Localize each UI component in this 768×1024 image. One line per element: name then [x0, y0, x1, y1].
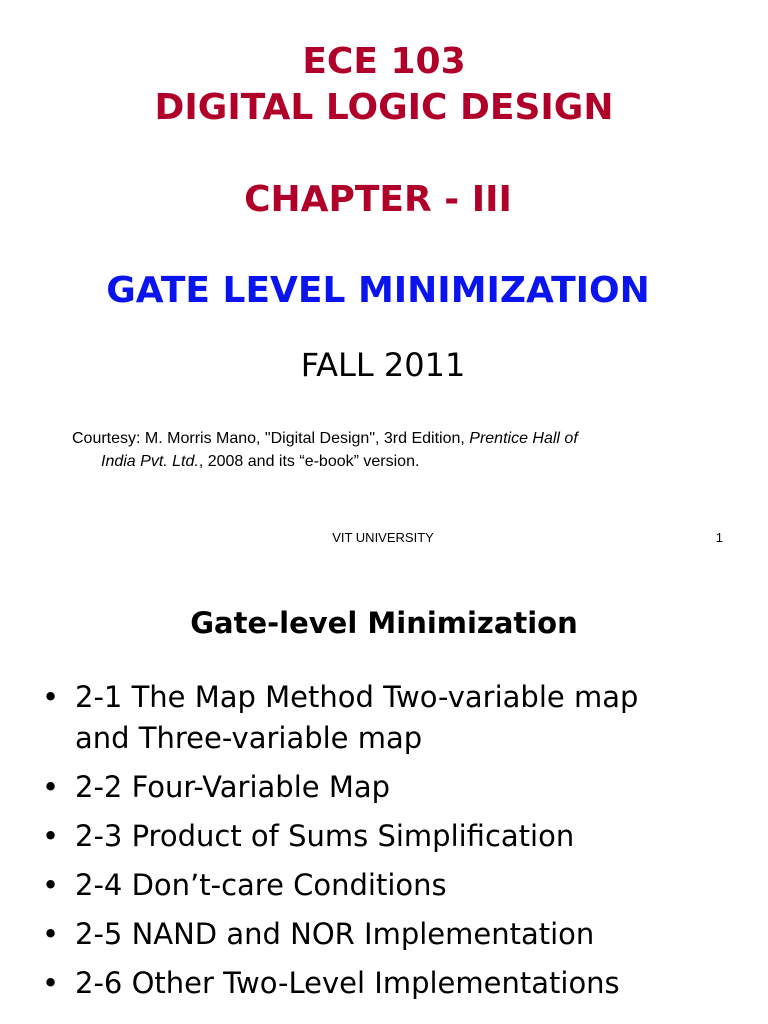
footer-institution: VIT UNIVERSITY [332, 530, 434, 545]
courtesy-publisher-line-1: Prentice Hall of [469, 430, 578, 447]
content-slide [0, 576, 768, 1024]
bullet-icon: • [42, 680, 60, 714]
chapter-title: CHAPTER - III [244, 179, 512, 220]
list-item-text: 2-3 Product of Sums Simplification [75, 819, 575, 853]
bullet-icon: • [42, 917, 60, 951]
list-item-text: 2-6 Other Two-Level Implementations [75, 966, 620, 1000]
bullet-icon: • [42, 770, 60, 804]
courtesy-publisher-line-2: India Pvt. Ltd. [101, 453, 199, 470]
list-item [40, 914, 740, 955]
term-label: FALL 2011 [300, 346, 466, 384]
slide-heading: Gate-level Minimization [190, 606, 578, 640]
topic-title: GATE LEVEL MINIMIZATION [106, 270, 650, 311]
course-title: DIGITAL LOGIC DESIGN [154, 87, 614, 128]
list-item-line-1: 2-1 The Map Method Two-variable map [75, 680, 639, 714]
list-item [40, 963, 740, 1004]
courtesy-suffix: , 2008 and its “e-book” version. [198, 453, 420, 470]
courtesy-line-1 [72, 427, 712, 450]
list-item-text: 2-2 Four-Variable Map [75, 770, 391, 804]
list-item-line-2: and Three-variable map [75, 721, 423, 755]
bullet-icon: • [42, 868, 60, 902]
topic-list [40, 677, 740, 1012]
courtesy-note [72, 427, 712, 473]
list-item-text: 2-4 Don’t-care Conditions [75, 868, 447, 902]
list-item [40, 677, 740, 759]
list-item [40, 865, 740, 906]
courtesy-line-2 [72, 450, 712, 473]
list-item-text: 2-5 NAND and NOR Implementation [75, 917, 595, 951]
list-item [40, 816, 740, 857]
bullet-icon: • [42, 966, 60, 1000]
bullet-icon: • [42, 819, 60, 853]
page-number: 1 [715, 530, 723, 545]
courtesy-prefix: Courtesy: M. Morris Mano, "Digital Design", 3rd Edition, [72, 430, 470, 447]
list-item [40, 767, 740, 808]
course-code: ECE 103 [302, 41, 466, 82]
